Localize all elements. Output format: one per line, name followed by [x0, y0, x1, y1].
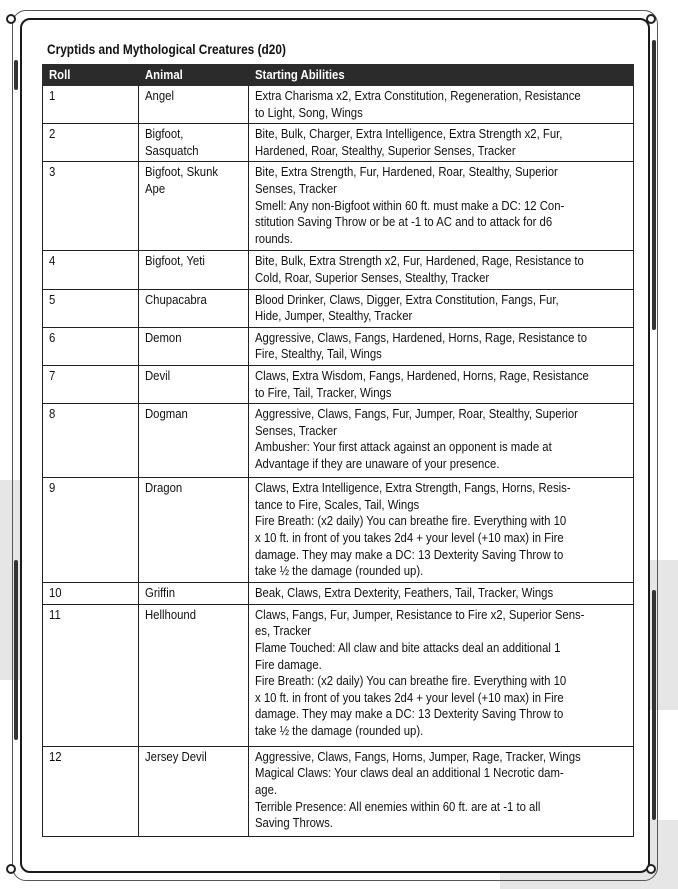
- animal-cell: [139, 478, 249, 583]
- creature-table: [42, 64, 634, 837]
- animal-cell-text: Chupacabra: [145, 292, 207, 307]
- side-ornament-left-top: [14, 60, 18, 90]
- table-row: [43, 604, 634, 746]
- abilities-cell: [249, 124, 634, 162]
- abilities-cell-text: Bite, Bulk, Extra Strength x2, Fur, Hardened, Rage, Resistance to Cold, Roar, Superior Senses, Stealthy, Tracker: [255, 254, 584, 285]
- abilities-cell: [249, 289, 634, 327]
- corner-ornament-top-left: [6, 14, 16, 24]
- table-row: [43, 404, 634, 478]
- animal-cell-text: Bigfoot, Sasquatch: [145, 127, 199, 158]
- roll-cell: [43, 327, 139, 365]
- animal-cell-text: Demon: [145, 330, 182, 345]
- roll-cell-text: 12: [49, 749, 62, 764]
- animal-cell: [139, 251, 249, 289]
- abilities-cell: [249, 162, 634, 251]
- abilities-cell: [249, 583, 634, 605]
- corner-ornament-bottom-right: [646, 864, 656, 874]
- animal-cell: [139, 327, 249, 365]
- abilities-cell-text: Claws, Extra Intelligence, Extra Strength, Fangs, Horns, Resis- tance to Fire, Scales, Tail, Wings Fire Breath: (x2 daily) You can breathe fire. Everything with 10 x 10 ft. in front of you takes 2d4 + your level (+10 max) in Fire damage. They may make a DC: 13 Dexterity Saving Throw to take ½ the damage (rounded up).: [255, 481, 571, 579]
- table-body: [43, 86, 634, 837]
- roll-cell-text: 11: [49, 607, 61, 622]
- abilities-cell: [249, 86, 634, 124]
- abilities-cell: [249, 746, 634, 836]
- abilities-cell: [249, 404, 634, 478]
- table-row: [43, 251, 634, 289]
- roll-cell: [43, 289, 139, 327]
- abilities-cell-text: Bite, Bulk, Charger, Extra Intelligence, Extra Strength x2, Fur, Hardened, Roar, Stealthy, Superior Senses, Tracker: [255, 127, 563, 158]
- animal-cell: [139, 124, 249, 162]
- roll-cell: [43, 746, 139, 836]
- side-ornament-left-bottom: [14, 560, 18, 740]
- animal-cell-text: Devil: [145, 368, 171, 383]
- abilities-cell-text: Blood Drinker, Claws, Digger, Extra Constitution, Fangs, Fur, Hide, Jumper, Stealthy, Tracker: [255, 292, 559, 324]
- table-row: [43, 327, 634, 365]
- roll-cell-text: 7: [49, 368, 56, 383]
- side-ornament-right-top: [652, 40, 656, 330]
- table-header-row: [43, 65, 634, 86]
- roll-cell-text: 3: [49, 165, 56, 180]
- animal-cell: [139, 604, 249, 746]
- header-starting-abilities: Starting Abilities: [249, 65, 634, 86]
- animal-cell-text: Dogman: [145, 407, 188, 422]
- animal-cell-text: Griffin: [145, 586, 176, 601]
- header-animal: Animal: [139, 65, 249, 86]
- animal-cell-text: Hellhound: [145, 607, 197, 622]
- table-row: [43, 746, 634, 836]
- animal-cell-text: Angel: [145, 89, 174, 103]
- roll-cell: [43, 251, 139, 289]
- table-row: [43, 365, 634, 403]
- animal-cell-text: Jersey Devil: [145, 749, 207, 764]
- roll-cell: [43, 604, 139, 746]
- roll-cell-text: 8: [49, 407, 56, 422]
- table-row: [43, 86, 634, 124]
- animal-cell: [139, 404, 249, 478]
- roll-cell: [43, 162, 139, 251]
- abilities-cell: [249, 365, 634, 403]
- animal-cell-text: Bigfoot, Skunk Ape: [145, 165, 219, 196]
- table-row: [43, 289, 634, 327]
- animal-cell: [139, 583, 249, 605]
- abilities-cell: [249, 327, 634, 365]
- table-row: [43, 583, 634, 605]
- abilities-cell-text: Extra Charisma x2, Extra Constitution, Regeneration, Resistance to Light, Song, Wings: [255, 89, 581, 120]
- roll-cell-text: 1: [49, 89, 56, 103]
- animal-cell: [139, 365, 249, 403]
- abilities-cell-text: Bite, Extra Strength, Fur, Hardened, Roar, Stealthy, Superior Senses, Tracker Smell: Any non-Bigfoot within 60 ft. must make a DC: 12 Con- stitution Saving Throw or be at -1 to AC and to attack for d6 rounds.: [255, 165, 565, 246]
- roll-cell: [43, 583, 139, 605]
- abilities-cell-text: Aggressive, Claws, Fangs, Fur, Jumper, Roar, Stealthy, Superior Senses, Tracker Ambusher: Your first attack against an opponent is made at Advantage if they are unaware of your presence.: [255, 407, 578, 471]
- abilities-cell-text: Aggressive, Claws, Fangs, Horns, Jumper, Rage, Tracker, Wings Magical Claws: Your claws deal an additional 1 Necrotic dam- age. Terrible Presence: All enemies within 60 ft. are at -1 to all Saving Throws.: [255, 749, 581, 831]
- roll-cell: [43, 478, 139, 583]
- animal-cell: [139, 86, 249, 124]
- roll-cell-text: 6: [49, 330, 56, 345]
- roll-cell-text: 2: [49, 127, 56, 142]
- animal-cell-text: Dragon: [145, 481, 183, 496]
- abilities-cell-text: Claws, Extra Wisdom, Fangs, Hardened, Horns, Rage, Resistance to Fire, Tail, Tracker, Wings: [255, 368, 589, 400]
- corner-ornament-bottom-left: [6, 864, 16, 874]
- table-row: [43, 478, 634, 583]
- abilities-cell: [249, 251, 634, 289]
- roll-cell: [43, 404, 139, 478]
- corner-ornament-top-right: [646, 14, 656, 24]
- roll-cell: [43, 124, 139, 162]
- animal-cell: [139, 746, 249, 836]
- table-title: Cryptids and Mythological Creatures (d20): [47, 42, 286, 57]
- table-row: [43, 162, 634, 251]
- animal-cell: [139, 289, 249, 327]
- animal-cell: [139, 162, 249, 251]
- roll-cell-text: 5: [49, 292, 56, 307]
- abilities-cell-text: Aggressive, Claws, Fangs, Hardened, Horns, Rage, Resistance to Fire, Stealthy, Tail, Wings: [255, 330, 588, 362]
- table-row: [43, 124, 634, 162]
- abilities-cell-text: Beak, Claws, Extra Dexterity, Feathers, Tail, Tracker, Wings: [255, 586, 554, 601]
- roll-cell: [43, 365, 139, 403]
- abilities-cell-text: Claws, Fangs, Fur, Jumper, Resistance to Fire x2, Superior Sens- es, Tracker Flame Touched: All claw and bite attacks deal an additional 1 Fire damage. Fire Breath: (x2 daily) You can breathe fire. Everything with 10 x 10 ft. in front of you takes 2d4 + your level (+10 max) in Fire damage. They may make a DC: 13 Dexterity Saving Throw to take ½ the damage (rounded up).: [255, 607, 585, 738]
- animal-cell-text: Bigfoot, Yeti: [145, 254, 205, 269]
- roll-cell-text: 9: [49, 481, 56, 496]
- roll-cell: [43, 86, 139, 124]
- roll-cell-text: 4: [49, 254, 56, 269]
- header-roll: Roll: [43, 65, 139, 86]
- abilities-cell: [249, 604, 634, 746]
- roll-cell-text: 10: [49, 586, 62, 601]
- abilities-cell: [249, 478, 634, 583]
- side-ornament-right-bottom: [652, 590, 656, 820]
